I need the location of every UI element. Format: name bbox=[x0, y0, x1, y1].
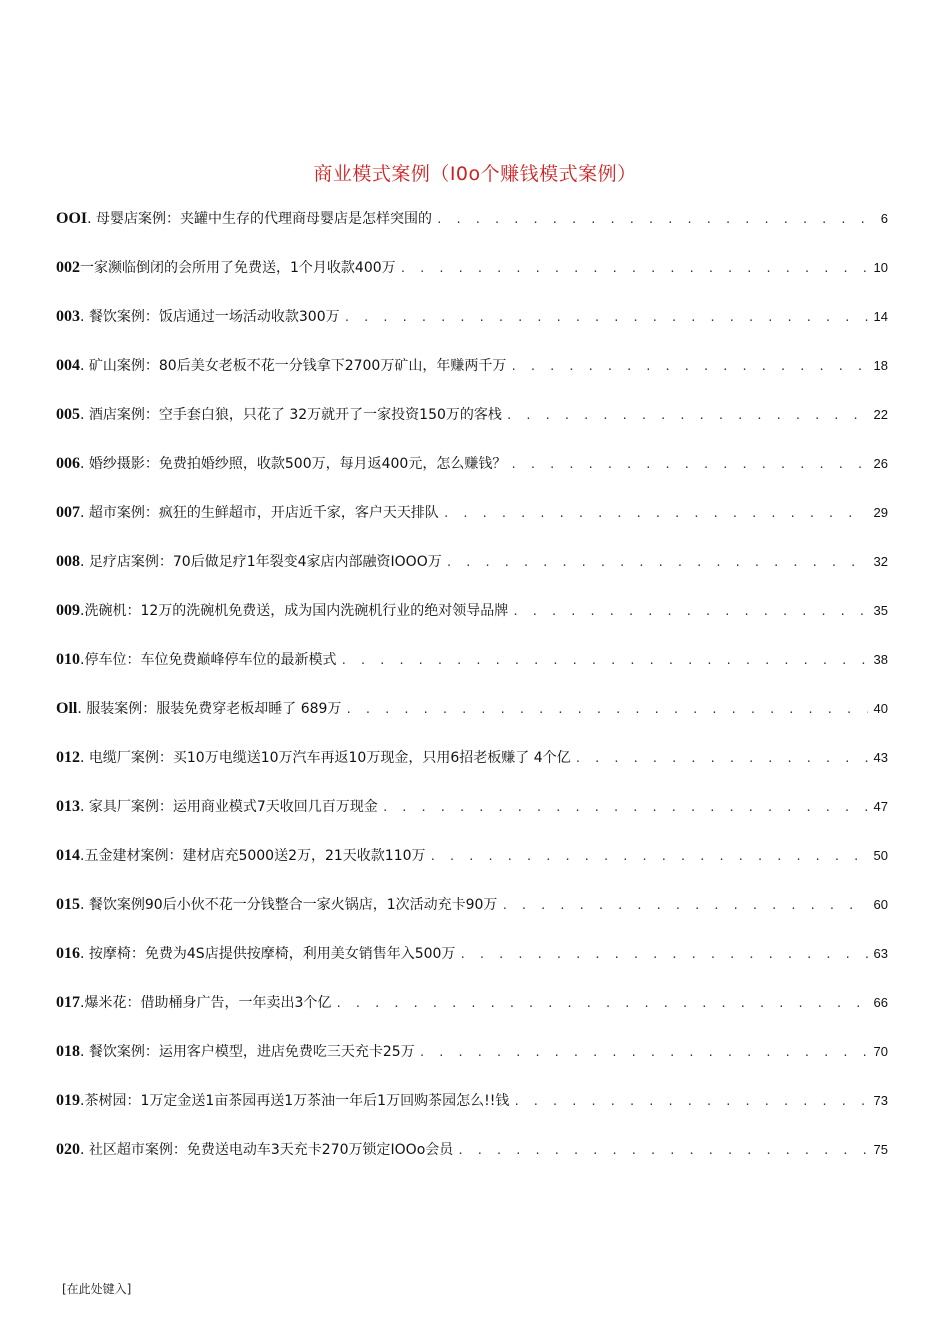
toc-leader-dots bbox=[501, 899, 868, 912]
toc-entry-page: 6 bbox=[880, 211, 888, 226]
toc-entry-number: 010 bbox=[56, 651, 80, 668]
toc-leader-dots bbox=[510, 458, 868, 471]
toc-entry-page: 40 bbox=[873, 701, 888, 716]
toc-entry-page: 35 bbox=[873, 603, 888, 618]
toc-entry[interactable] bbox=[56, 355, 888, 404]
toc-leader-dots bbox=[513, 1095, 868, 1108]
toc-entry-number: 014 bbox=[56, 847, 80, 864]
toc-entry-title: .停车位：车位免费巅峰停车位的最新模式 bbox=[80, 652, 337, 668]
toc-entry[interactable] bbox=[56, 502, 888, 551]
toc-leader-dots bbox=[457, 1144, 868, 1157]
toc-entry-page: 60 bbox=[873, 897, 888, 912]
document-title: 商业模式案例（I0o个赚钱模式案例） bbox=[313, 163, 637, 185]
toc-leader-dots bbox=[459, 948, 868, 961]
toc-entry-title: . 家具厂案例：运用商业模式7天收回几百万现金 bbox=[80, 799, 378, 815]
toc-leader-dots bbox=[419, 1046, 868, 1059]
toc-entry[interactable] bbox=[56, 208, 888, 257]
toc-entry-title: . 母婴店案例：夹罐中生存的代理商母婴店是怎样突围的 bbox=[87, 211, 433, 227]
toc-entry-title: . 餐饮案例：饭店通过一场活动收款300万 bbox=[80, 309, 340, 325]
toc-entry-number: 007 bbox=[56, 504, 80, 521]
toc-entry-page: 14 bbox=[873, 309, 888, 324]
toc-entry-page: 50 bbox=[873, 848, 888, 863]
toc-leader-dots bbox=[400, 262, 868, 275]
toc-entry-title: . 足疗店案例：70后做足疗1年裂变4家店内部融资IOOO万 bbox=[80, 554, 442, 570]
toc-entry[interactable] bbox=[56, 1090, 888, 1139]
toc-entry[interactable] bbox=[56, 257, 888, 306]
toc-entry-page: 10 bbox=[873, 260, 888, 275]
toc-entry-page: 32 bbox=[873, 554, 888, 569]
toc-entry-number: 002 bbox=[56, 259, 80, 276]
toc-entry-number: 005 bbox=[56, 406, 80, 423]
toc-entry[interactable] bbox=[56, 453, 888, 502]
toc-entry-number: 004 bbox=[56, 357, 80, 374]
toc-entry[interactable] bbox=[56, 747, 888, 796]
toc-entry-number: 018 bbox=[56, 1043, 80, 1060]
toc-leader-dots bbox=[436, 213, 868, 226]
toc-entry-title: .爆米花：借助桶身广告，一年卖出3个亿 bbox=[80, 995, 332, 1011]
toc-entry-number: 019 bbox=[56, 1092, 80, 1109]
toc-entry-page: 22 bbox=[873, 407, 888, 422]
toc-entry-number: 009 bbox=[56, 602, 80, 619]
toc-entry[interactable] bbox=[56, 845, 888, 894]
toc-entry[interactable] bbox=[56, 1139, 888, 1188]
toc-entry[interactable] bbox=[56, 306, 888, 355]
toc-entry-number: 016 bbox=[56, 945, 80, 962]
footer-placeholder[interactable]: [在此处键入] bbox=[62, 1282, 132, 1296]
toc-entry-title: . 酒店案例：空手套白狼，只花了 32万就开了一家投资150万的客栈 bbox=[80, 407, 502, 423]
toc-entry[interactable] bbox=[56, 992, 888, 1041]
toc-leader-dots bbox=[340, 654, 868, 667]
toc-entry-title: . 电缆厂案例：买10万电缆送10万汽车再返10万现金，只用6招老板赚了 4个亿 bbox=[80, 750, 571, 766]
toc-leader-dots bbox=[446, 556, 868, 569]
toc-entry-number: 008 bbox=[56, 553, 80, 570]
toc-entry[interactable] bbox=[56, 943, 888, 992]
toc-entry-number: 020 bbox=[56, 1141, 80, 1158]
toc-leader-dots bbox=[344, 311, 868, 324]
toc-entry-title: .洗碗机：12万的洗碗机免费送，成为国内洗碗机行业的绝对领导品牌 bbox=[80, 603, 509, 619]
toc-entry[interactable] bbox=[56, 1041, 888, 1090]
toc-entry-page: 26 bbox=[873, 456, 888, 471]
toc-entry-title: . 社区超市案例：免费送电动车3天充卡270万锁定IOOo会员 bbox=[80, 1142, 454, 1158]
toc-leader-dots bbox=[443, 507, 868, 520]
toc-entry-title: .五金建材案例：建材店充5000送2万，21天收款110万 bbox=[80, 848, 426, 864]
toc-entry[interactable] bbox=[56, 551, 888, 600]
toc-entry[interactable] bbox=[56, 894, 888, 943]
toc-entry-page: 29 bbox=[873, 505, 888, 520]
toc-entry-number: 017 bbox=[56, 994, 80, 1011]
toc-leader-dots bbox=[335, 997, 868, 1010]
toc-entry-title: 一家濒临倒闭的会所用了免费送，1个月收款400万 bbox=[80, 260, 396, 276]
toc-entry-page: 43 bbox=[873, 750, 888, 765]
toc-entry-number: OOI bbox=[56, 210, 88, 227]
table-of-contents bbox=[56, 208, 888, 1188]
toc-entry-page: 70 bbox=[873, 1044, 888, 1059]
toc-entry-title: . 婚纱摄影：免费拍婚纱照，收款500万，每月返400元，怎么赚钱？ bbox=[80, 456, 507, 472]
toc-entry[interactable] bbox=[56, 649, 888, 698]
toc-entry-number: Oll bbox=[56, 700, 78, 717]
toc-leader-dots bbox=[382, 801, 868, 814]
toc-entry-page: 38 bbox=[873, 652, 888, 667]
toc-entry-title: . 餐饮案例：运用客户模型，进店免费吃三天充卡25万 bbox=[80, 1044, 415, 1060]
toc-entry-page: 63 bbox=[873, 946, 888, 961]
toc-entry-page: 75 bbox=[873, 1142, 888, 1157]
toc-entry-page: 47 bbox=[873, 799, 888, 814]
toc-entry[interactable] bbox=[56, 698, 888, 747]
toc-leader-dots bbox=[506, 409, 868, 422]
toc-entry-title: .茶树园：1万定金送1亩茶园再送1万茶油一年后1万回购茶园怎么!!钱 bbox=[80, 1093, 510, 1109]
toc-leader-dots bbox=[430, 850, 868, 863]
toc-entry-title: . 超市案例：疯狂的生鲜超市，开店近千家，客户天天排队 bbox=[80, 505, 439, 521]
toc-entry-page: 73 bbox=[873, 1093, 888, 1108]
toc-leader-dots bbox=[575, 752, 868, 765]
toc-entry-page: 66 bbox=[873, 995, 888, 1010]
toc-leader-dots bbox=[345, 703, 868, 716]
toc-entry-number: 012 bbox=[56, 749, 80, 766]
toc-entry-title: . 服装案例：服装免费穿老板却睡了 689万 bbox=[77, 701, 342, 717]
toc-entry-title: . 按摩椅：免费为4S店提供按摩椅，利用美女销售年入500万 bbox=[80, 946, 456, 962]
toc-entry[interactable] bbox=[56, 404, 888, 453]
toc-entry[interactable] bbox=[56, 600, 888, 649]
toc-leader-dots bbox=[510, 360, 868, 373]
toc-entry-number: 013 bbox=[56, 798, 80, 815]
toc-entry-title: . 矿山案例：80后美女老板不花一分钱拿下2700万矿山，年赚两千万 bbox=[80, 358, 507, 374]
toc-leader-dots bbox=[512, 605, 868, 618]
toc-entry-number: 015 bbox=[56, 896, 80, 913]
toc-entry-number: 006 bbox=[56, 455, 80, 472]
toc-entry-number: 003 bbox=[56, 308, 80, 325]
toc-entry[interactable] bbox=[56, 796, 888, 845]
toc-entry-title: . 餐饮案例90后小伙不花一分钱整合一家火锅店，1次活动充卡90万 bbox=[80, 897, 498, 913]
toc-entry-page: 18 bbox=[873, 358, 888, 373]
